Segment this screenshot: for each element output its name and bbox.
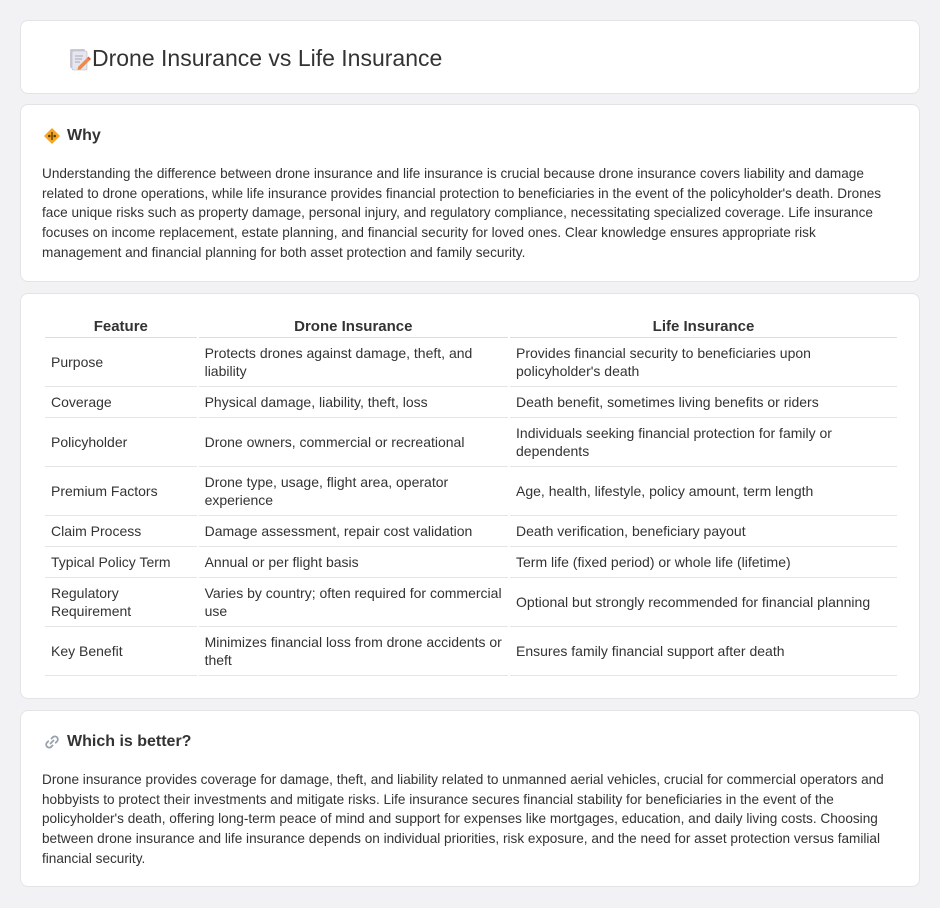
cell-life: Death verification, beneficiary payout <box>510 516 897 547</box>
why-heading <box>43 127 101 145</box>
table-row <box>45 516 897 547</box>
table-row <box>45 467 897 516</box>
comparison-section <box>20 293 920 699</box>
cell-feature: Regulatory Requirement <box>45 578 197 627</box>
cell-feature: Typical Policy Term <box>45 547 197 578</box>
comparison-table <box>43 316 899 676</box>
table-row <box>45 338 897 387</box>
which-better-text: Drone insurance provides coverage for damage, theft, and liability related to unmanned aerial vehicles, crucial for commercial operators and hobbyists to protect their investments and mitigate risks. Life insurance secures financial stability for beneficiaries in the event of the policyholder's death, offering long-term peace of mind and support for expenses like mortgages, education, and daily living costs. Choosing between drone insurance and life insurance depends on individual priorities, risk exposure, and the need for asset protection versus familial financial security. <box>42 772 884 866</box>
why-title: Why <box>67 127 101 144</box>
table-row <box>45 418 897 467</box>
table-row <box>45 387 897 418</box>
diamond-warning-icon <box>43 127 61 145</box>
cell-feature: Key Benefit <box>45 627 197 676</box>
header-card <box>20 20 920 94</box>
why-section <box>20 104 920 282</box>
which-better-heading <box>43 733 191 751</box>
cell-feature: Purpose <box>45 338 197 387</box>
cell-life: Death benefit, sometimes living benefits or riders <box>510 387 897 418</box>
table-row <box>45 627 897 676</box>
cell-feature: Policyholder <box>45 418 197 467</box>
cell-drone: Drone owners, commercial or recreational <box>199 418 508 467</box>
cell-feature: Premium Factors <box>45 467 197 516</box>
cell-life: Optional but strongly recommended for financial planning <box>510 578 897 627</box>
header-feature: Feature <box>45 316 197 338</box>
cell-life: Individuals seeking financial protection for family or dependents <box>510 418 897 467</box>
which-better-title: Which is better? <box>67 733 192 750</box>
header-life-insurance: Life Insurance <box>510 316 897 338</box>
cell-drone: Annual or per flight basis <box>199 547 508 578</box>
header-drone-insurance: Drone Insurance <box>199 316 508 338</box>
which-better-section <box>20 710 920 887</box>
cell-drone: Drone type, usage, flight area, operator experience <box>199 467 508 516</box>
page-title: Drone Insurance vs Life Insurance <box>92 45 443 71</box>
document-pencil-icon <box>67 46 91 72</box>
cell-life: Term life (fixed period) or whole life (lifetime) <box>510 547 897 578</box>
cell-drone: Damage assessment, repair cost validation <box>199 516 508 547</box>
cell-drone: Minimizes financial loss from drone accidents or theft <box>199 627 508 676</box>
cell-drone: Protects drones against damage, theft, and liability <box>199 338 508 387</box>
table-row <box>45 578 897 627</box>
cell-drone: Varies by country; often required for commercial use <box>199 578 508 627</box>
link-icon <box>43 733 61 751</box>
cell-drone: Physical damage, liability, theft, loss <box>199 387 508 418</box>
cell-life: Provides financial security to beneficiaries upon policyholder's death <box>510 338 897 387</box>
cell-life: Age, health, lifestyle, policy amount, term length <box>510 467 897 516</box>
cell-feature: Coverage <box>45 387 197 418</box>
cell-life: Ensures family financial support after death <box>510 627 897 676</box>
cell-feature: Claim Process <box>45 516 197 547</box>
why-text: Understanding the difference between drone insurance and life insurance is crucial because drone insurance covers liability and damage related to drone operations, while life insurance provides financial protection to beneficiaries in the event of the policyholder's death. Drones face unique risks such as property damage, personal injury, and regulatory compliance, necessitating specialized coverage. Life insurance focuses on income replacement, estate planning, and financial security for loved ones. Clear knowledge ensures appropriate risk management and financial planning for both asset protection and family security. <box>42 166 882 260</box>
table-row <box>45 547 897 578</box>
